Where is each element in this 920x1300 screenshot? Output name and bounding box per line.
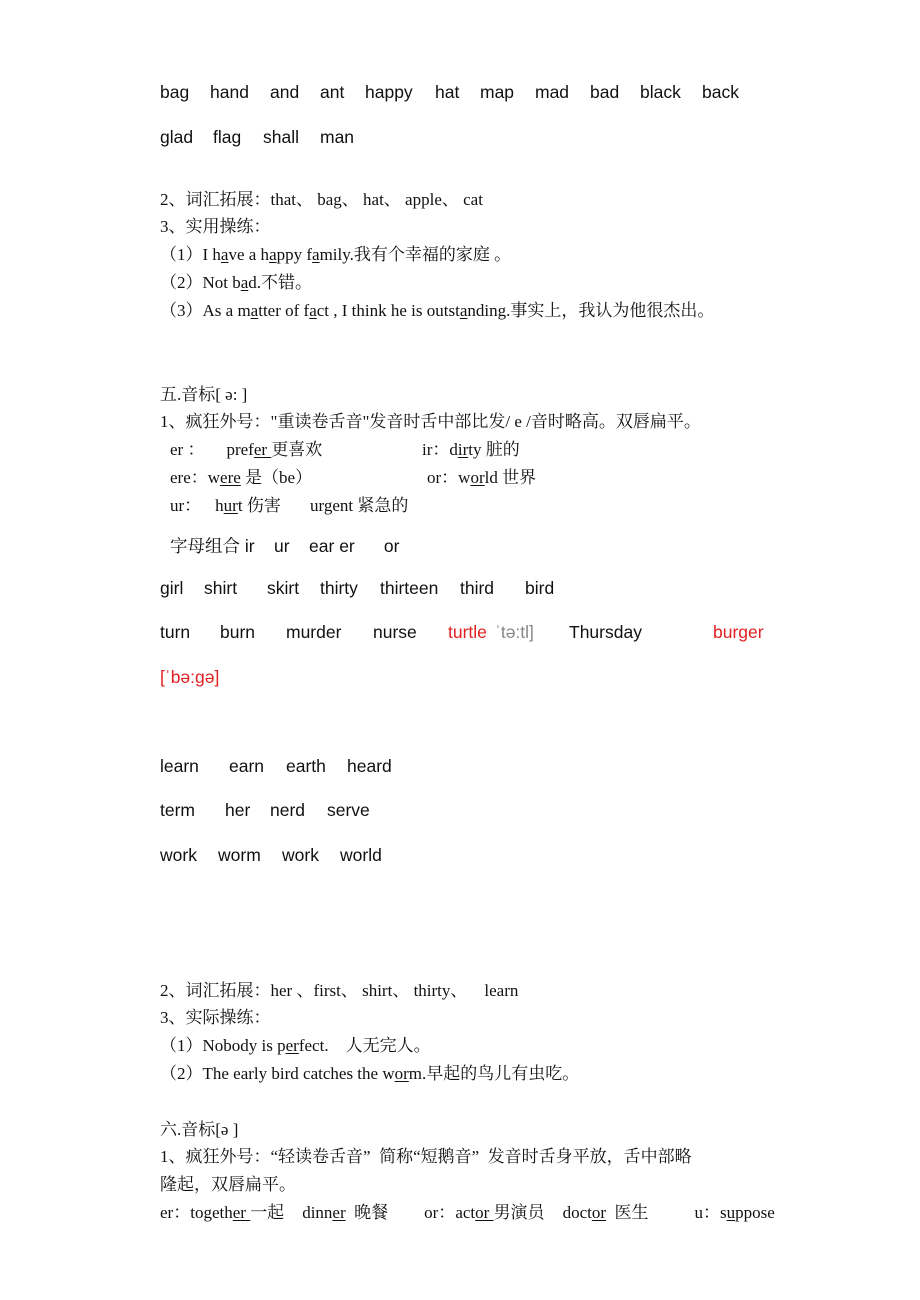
word: her — [225, 800, 251, 820]
word: work — [160, 845, 197, 865]
word: hand — [210, 82, 249, 102]
word: serve — [327, 800, 370, 820]
word-highlight: burger — [713, 622, 764, 642]
urgent-example: urgent 紧急的 — [310, 496, 409, 515]
word: worm — [218, 845, 261, 865]
word: bag — [160, 82, 190, 102]
word: and — [270, 82, 300, 102]
word: burn — [220, 622, 256, 642]
word: bird — [525, 578, 555, 598]
section-5-title: 五.音标[ ə: ] — [160, 385, 248, 404]
section-6-examples: er：together 一起 dinner 晚餐 or：actor 男演员 doctor 医生 u：suppose — [160, 1203, 775, 1222]
word: mad — [535, 82, 570, 102]
word: glad — [160, 127, 194, 147]
section-5-vocab: 2、词汇拓展：her 、first、 shirt、 thirty、 learn — [160, 981, 519, 1000]
or-example: or：world 世界 — [427, 468, 537, 487]
word: bad — [590, 82, 620, 102]
word: nurse — [373, 622, 417, 642]
word: earth — [286, 756, 326, 776]
word: hat — [435, 82, 460, 102]
section-5-desc: 1、疯狂外号："重读卷舌音"发音时舌中部比发/ e /音时略高。双唇扁平。 — [160, 412, 701, 431]
word: flag — [213, 127, 242, 147]
a-practice-title: 3、实用操练： — [160, 217, 271, 236]
word: shall — [263, 127, 299, 147]
a-vocab-line: 2、词汇拓展：that、 bag、 hat、 apple、 cat — [160, 190, 483, 209]
word: man — [320, 127, 355, 147]
section-6-title: 六.音标[ə ] — [160, 1120, 239, 1139]
word: work — [282, 845, 319, 865]
word: Thursday — [569, 622, 642, 642]
word: thirteen — [380, 578, 439, 598]
word: earn — [229, 756, 265, 776]
word: turn — [160, 622, 191, 642]
word: skirt — [267, 578, 300, 598]
word: heard — [347, 756, 392, 776]
section-6-desc-2: 隆起，双唇扁平。 — [160, 1175, 296, 1194]
word: ant — [320, 82, 345, 102]
word: third — [460, 578, 495, 598]
word: back — [702, 82, 739, 102]
ir-example: ir：dirty 脏的 — [422, 440, 520, 459]
ur-example: ur： hurt 伤害 — [170, 496, 281, 515]
word: term — [160, 800, 195, 820]
word: black — [640, 82, 681, 102]
a-practice-2: （2）Not bad.不错。 — [160, 273, 313, 292]
section-5-practice-2: （2）The early bird catches the worm.早起的鸟儿有虫吃。 — [160, 1064, 580, 1083]
ere-example: ere：were 是（be） — [170, 468, 313, 487]
word: murder — [286, 622, 342, 642]
word: learn — [160, 756, 199, 776]
phonetic: ˈtə:tl] — [495, 622, 534, 642]
a-practice-3: （3）As a matter of fact , I think he is outstanding.事实上，我认为他很杰出。 — [160, 301, 715, 320]
word: nerd — [270, 800, 306, 820]
burger-phonetic: [ˈbə:gə] — [160, 667, 220, 687]
word: shirt — [204, 578, 238, 598]
word: world — [340, 845, 382, 865]
word: happy — [365, 82, 413, 102]
word: map — [480, 82, 515, 102]
letter-combo-line: 字母组合 ir ur ear er or — [170, 536, 400, 556]
word-highlight: turtle — [448, 622, 487, 642]
a-practice-1: （1）I have a happy family.我有个幸福的家庭 。 — [160, 245, 512, 264]
section-6-desc-1: 1、疯狂外号：“轻读卷舌音” 简称“短鹅音” 发音时舌身平放，舌中部略 — [160, 1147, 692, 1166]
word: thirty — [320, 578, 358, 598]
word: girl — [160, 578, 184, 598]
section-5-practice-title: 3、实际操练： — [160, 1008, 271, 1027]
er-example: er ： prefer 更喜欢 — [170, 440, 323, 459]
section-5-practice-1: （1）Nobody is perfect. 人无完人。 — [160, 1036, 431, 1055]
